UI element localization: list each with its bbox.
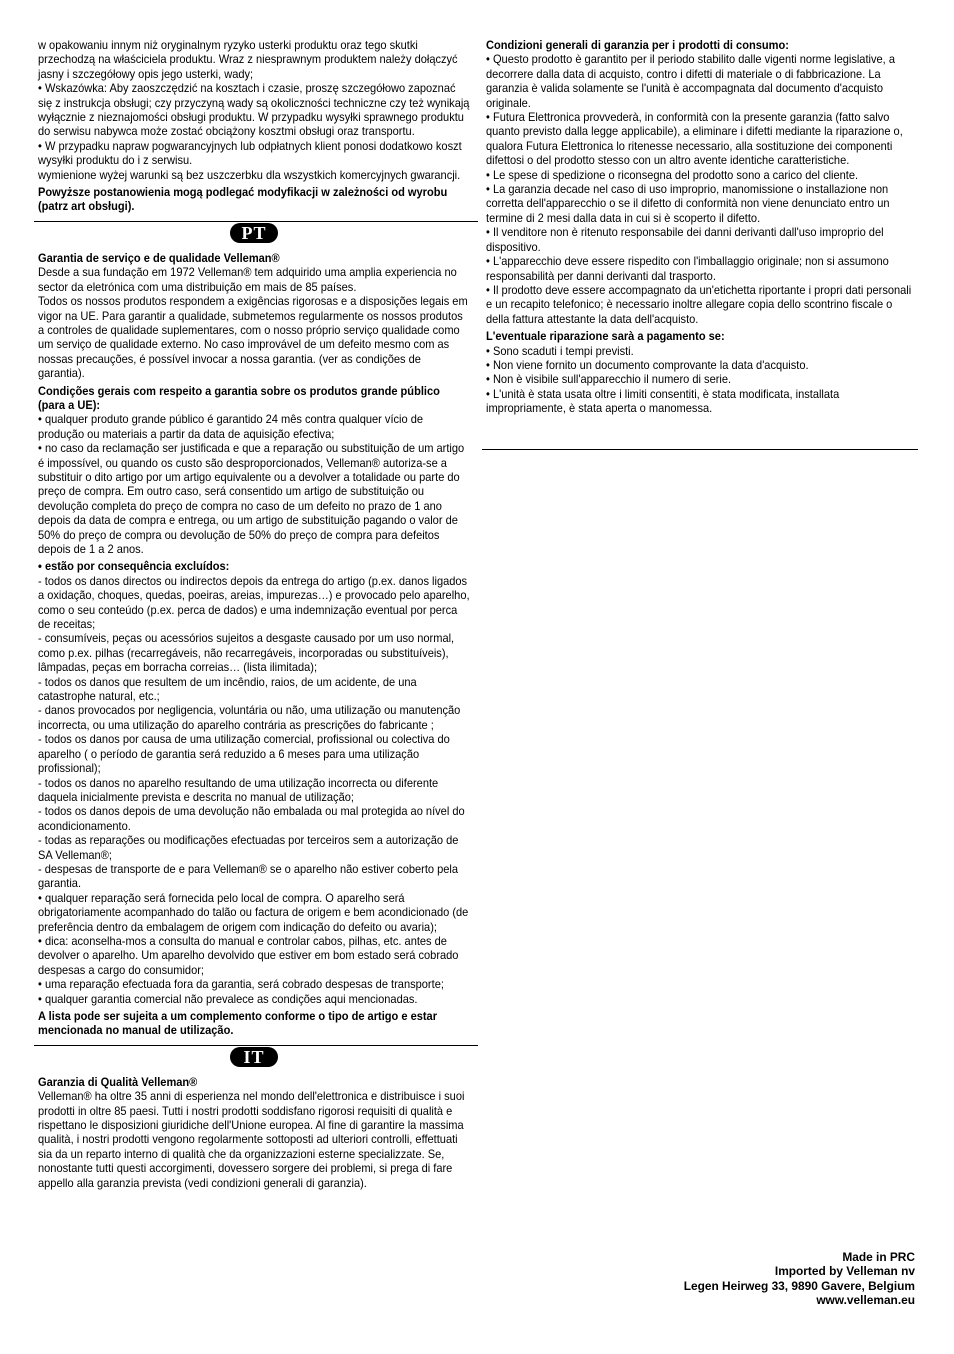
- pt-exclusion-item: - todos os danos no aparelho resultando de uma utilização incorrecta ou diferente daquela inicialmente prevista e descrita no manual de utilização;: [38, 775, 439, 804]
- it-intro: Velleman® ha oltre 35 anni di esperienza nel mondo dell'elettronica e distribuisce i suoi prodotti in oltre 85 paesi. Tutti i nostri prodotti soddisfano rigorosi requisiti di qualità e rispettano le disposizioni giuridiche dell'Unione europea. Al fine di garantire la massima qualità, i nostri prodotti vengono regolarmente sottoposti ad ulteriori controlli, effettuati sia da un reparto interno di qualità che da organizzazioni esterne specializzate. Se, nonostante tutti questi accorgimenti, dovessero sorgere dei problemi, si prega di fare appello alla garanzia prevista (vedi condizioni generali di garanzia).: [38, 1089, 465, 1190]
- it-condition-item: • Il venditore non è ritenuto responsabile dei danni derivanti dall'uso improprio del dispositivo.: [486, 225, 884, 254]
- it-repair-title: L'eventuale riparazione sarà a pagamento se:: [486, 329, 725, 344]
- pt-intro-1: Desde a sua fundação em 1972 Velleman® tem adquirido uma amplia experiencia no sector da eletrónica com uma distribuição em mais de 85 países.: [38, 265, 457, 294]
- pt-conditions-title: Condições gerais com respeito a garantia sobre os produtos grande público (para a UE):: [38, 383, 440, 412]
- pt-exclusion-item: - todas as reparações ou modificações efectuadas por terceiros sem a autorização de SA Velleman®;: [38, 833, 459, 862]
- it-repair-item: • Non viene fornito un documento comprovante la data d'acquisto.: [486, 357, 809, 372]
- it-repair-item: • Non è visibile sull'apparecchio il numero di serie.: [486, 372, 732, 387]
- pt-exclusions-title: • estão por consequência excluídos:: [38, 559, 230, 574]
- it-condition-item: • La garanzia decade nel caso di uso improprio, manomissione o installazione non corretta dell'apparecchio o se il difetto di conformità non viene denunciato entro un termine di 2 mesi dalla data in cui si è scoperto il difetto.: [486, 182, 890, 225]
- it-condition-item: • Le spese di spedizione o riconsegna del prodotto sono a carico del cliente.: [486, 167, 859, 182]
- pt-intro-2: Todos os nossos produtos respondem a exigências rigorosas e a disposições legais em vigor na UE. Para garantir a qualidade, submetemos regularmente os nossos produtos a controles de qualidade suplementares, com o nosso próprio serviço qualidade como um serviço de qualidade externo. No caso improvável de um defeito mesmo com as nossas precauções, é possível invocar a nossa garantia. (ver as condições de garantia).: [38, 294, 468, 381]
- made-in: Made in PRC: [842, 1250, 915, 1264]
- it-section-divider: [38, 1044, 470, 1075]
- it-condition-item: • Questo prodotto è garantito per il periodo stabilito dalle vigenti norme legislative, a decorrere dalla data di acquisto, contro i difetti di materiale o di fabbricazione. La garanzia è valida solamente se l'unità è accompagnata dal documento d'acquisto originale.: [486, 52, 895, 110]
- pl-paragraph-1: w opakowaniu innym niż oryginalnym ryzyko usterki produktu oraz tego skutki przechodzą na właściciela produktu. Wraz z niesprawnym produktem należy dołączyć jasny i szczegółowy opis jego usterki, wady;: [38, 38, 458, 81]
- pl-bold-note: Powyższe postanowienia mogą podlegać modyfikacji w zależności od wyrobu (patrz art obsługi).: [38, 185, 448, 214]
- pt-condition-item: • no caso da reclamação ser justificada e que a reparação ou substituição de um artigo é impossível, ou quando os custo são desproporcionados, Velleman® autoriza-se a substituir o dito artigo por um artigo equivalente ou a devolver a totalidade ou parte do preço de compra. Em outro caso, será consentido um artigo de substituição ou devolução completa do preço de compra no caso de um defeito no prazo de 1 ano depois da data de compra e entrega, ou um artigo de substituição pagando o valor de 50% do preço de compra ou devolução de 50% do preço de compra para defeitos depois de 1 a 2 anos.: [38, 441, 465, 556]
- pt-condition-item: • qualquer produto grande público é garantido 24 mês contra qualquer vício de produção ou materiais a partir da data de aquisição efectiva;: [38, 412, 424, 441]
- it-repair-item: • Sono scaduti i tempi previsti.: [486, 343, 634, 358]
- it-language-badge: IT: [230, 1047, 278, 1067]
- right-column-end-rule: [482, 449, 918, 450]
- pt-section-divider: [38, 220, 470, 251]
- pt-exclusion-item: • qualquer garantia comercial não prevalece as condições aqui mencionadas.: [38, 991, 418, 1006]
- pt-exclusion-item: - todos os danos que resultem de um incêndio, raios, de um acidente, de una catastrophe natural, etc.;: [38, 674, 417, 704]
- pt-exclusion-item: - todos os danos directos ou indirectos depois da entrega do artigo (p.ex. danos ligados a oxidação, choques, quedas, poeiras, areias, impurezas…) e provocado pelo aparelho, como o seu conteúdo (p.ex. perca de dados) e uma indemnização eventual por perca de receitas;: [38, 573, 470, 632]
- pt-section-title: Garantia de serviço e de qualidade Velleman®: [38, 250, 280, 265]
- pl-paragraph-4: wymienione wyżej warunki są bez uszczerbku dla wszystkich komercyjnych gwarancji.: [38, 167, 461, 182]
- importer-address: Legen Heirweg 33, 9890 Gavere, Belgium: [683, 1278, 915, 1293]
- it-condition-item: • Futura Elettronica provvederà, in conformità con la presente garanzia (fatto salvo quanto previsto dalla legge applicabile), a eliminare i difetti mediante la riparazione o, qualora Futura Elettronica lo ritenesse necessario, alla sostituzione dei componenti difettosi o del prodotto stesso con un altro avente identiche caratteristiche.: [486, 110, 903, 168]
- pl-paragraph-2: • Wskazówka: Aby zaoszczędzić na kosztach i czasie, proszę szczegółowo zapoznać się z instrukcja obsługi; czy przyczyną wady są okoliczności techniczne czy też wynikają wyłącznie z nieznajomości obsługi produktu. W przypadku wysyłki sprawnego produktu do serwisu nabywca może zostać obciążony kosztmi obsługi oraz transportu.: [38, 81, 470, 139]
- pt-exclusion-item: • qualquer reparação será fornecida pelo local de compra. O aparelho será obrigatoriamente acompanhado do talão ou factura de origem e bem acondicionado (de preferência dentro da embalagem de origem com indicação do defeito ou avaria);: [38, 890, 469, 934]
- pt-exclusion-item: - todos os danos por causa de uma utilização comercial, profissional ou colectiva do aparelho ( o período de garantia será reduzido a 6 meses para uma utilização profissional);: [38, 732, 450, 776]
- pt-exclusion-item: • uma reparação efectuada fora da garantia, será cobrado despesas de transporte;: [38, 977, 444, 992]
- pt-exclusion-item: - despesas de transporte de e para Velleman® se o aparelho não estiver coberto pela garantia.: [38, 861, 459, 891]
- pt-exclusion-item: - todos os danos depois de uma devolução não embalada ou mal protegida ao nível do acondicionamento.: [38, 804, 465, 833]
- it-condition-item: • Il prodotto deve essere accompagnato da un'etichetta riportante i propri dati personali e un recapito telefonico; è necessario inoltre allegare copia dello scontrino fiscale o della fattura attestante la data dell'acquisto.: [486, 282, 912, 326]
- imprint-block: [684, 1250, 915, 1308]
- left-column: [38, 38, 470, 1190]
- pt-bold-note: A lista pode ser sujeita a um complemento conforme o tipo de artigo e estar mencionada no manual de utilização.: [38, 1009, 438, 1038]
- pl-paragraph-3: • W przypadku napraw pogwarancyjnych lub odpłatnych klient ponosi dodatkowo koszt wysyłki produktu do i z serwisu.: [38, 138, 462, 168]
- pt-exclusion-item: - danos provocados por negligencia, voluntária ou não, uma utilização ou manutenção incorrecta, ou uma utilização do aparelho contrária as prescrições do fabricante ;: [38, 703, 461, 732]
- it-section-title: Garanzia di Qualità Velleman®: [38, 1074, 198, 1089]
- pt-exclusion-item: • dica: aconselha-mos a consulta do manual e controlar cabos, pilhas, etc. antes de devolver o aparelho. Um aparelho devolvido que estiver em bom estado será cobrado despesas a cargo do consumidor;: [38, 933, 459, 977]
- it-condition-item: • L'apparecchio deve essere rispedito con l'imballaggio originale; non si assumono responsabilità per danni derivanti dal trasporto.: [486, 254, 889, 283]
- divider-line: [34, 1045, 478, 1046]
- right-column: [486, 38, 918, 416]
- pt-exclusion-item: - consumíveis, peças ou acessórios sujeitos a desgaste causado por um uso normal, como p.ex. pilhas (recarregáveis, não recarregáveis, incorporadas ou substituíveis), lâmpadas, peças em borracha correias… (lista ilimitada);: [38, 631, 455, 675]
- it-repair-item: • L'unità è stata usata oltre i limiti consentiti, è stata modificata, installata impropriamente, è stata aperta o manomessa.: [486, 386, 840, 416]
- it-conditions-title: Condizioni generali di garanzia per i prodotti di consumo:: [486, 38, 789, 52]
- website: www.velleman.eu: [816, 1293, 915, 1308]
- importer: Imported by Velleman nv: [774, 1264, 915, 1279]
- pt-language-badge: PT: [230, 223, 278, 243]
- divider-line: [34, 221, 478, 222]
